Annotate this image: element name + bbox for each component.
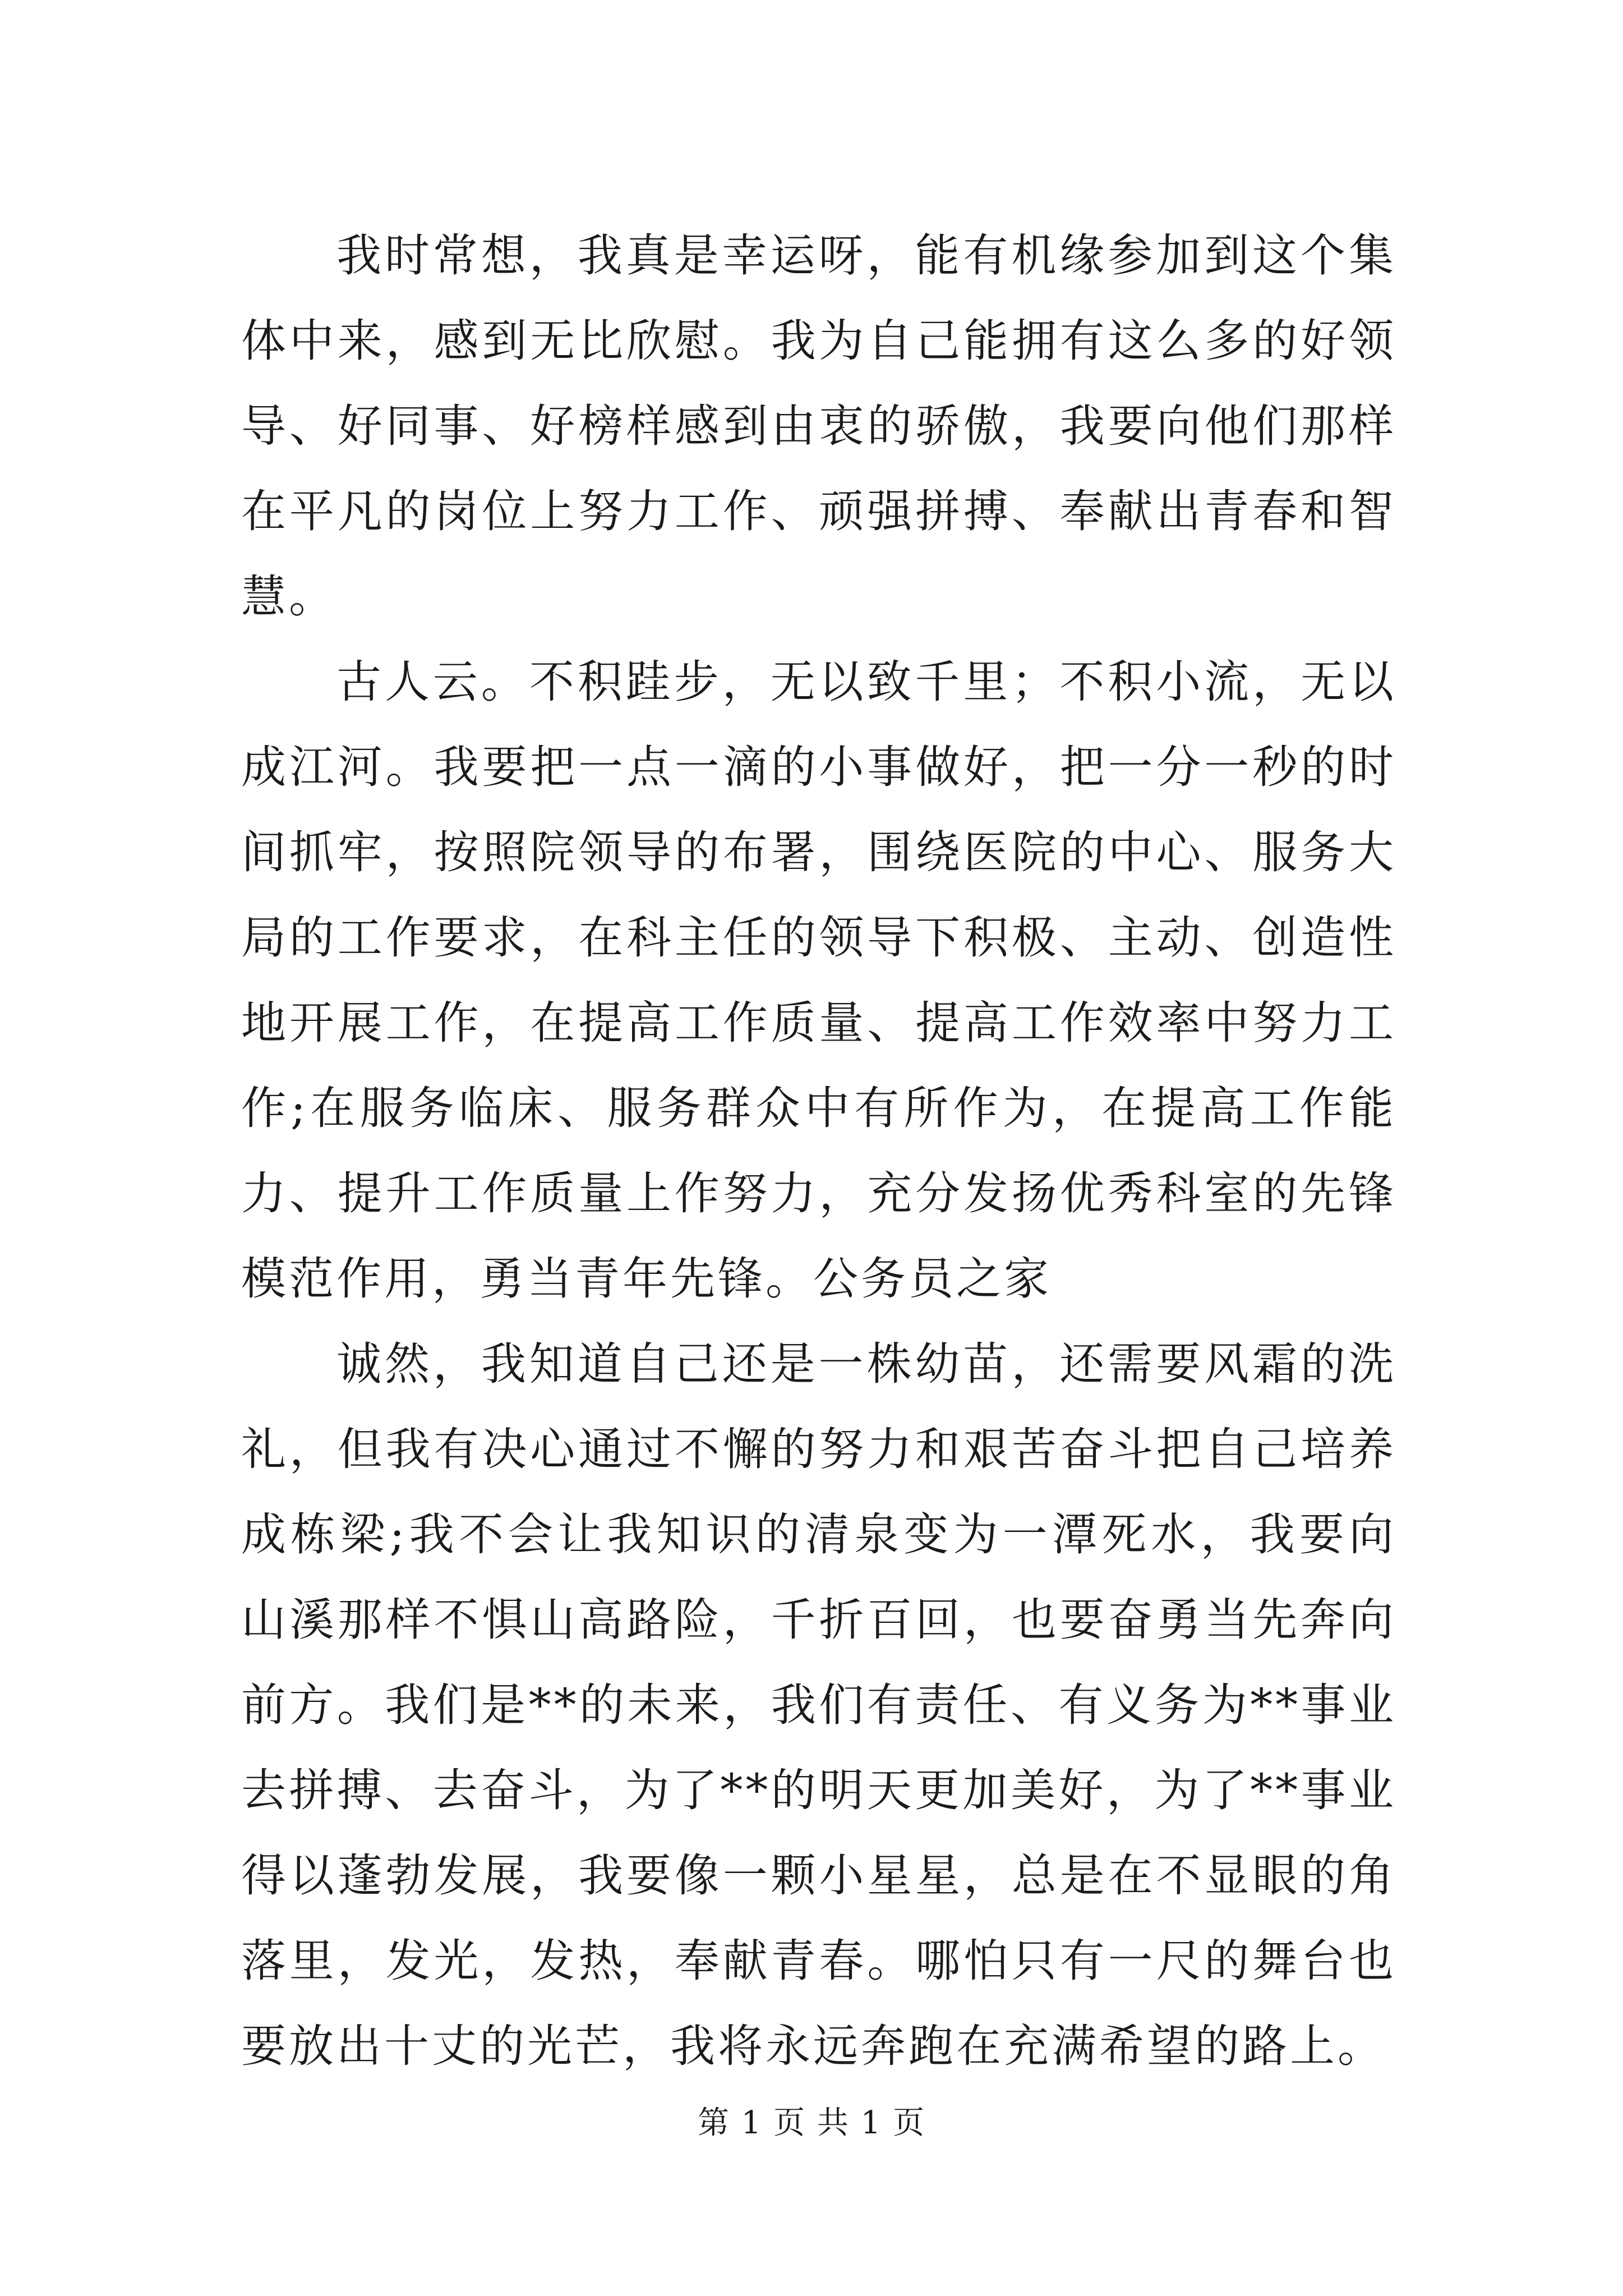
paragraph-1: 我时常想，我真是幸运呀，能有机缘参加到这个集体中来，感到无比欣慰。我为自己能拥有这么多的好领导、好同事、好榜样感到由衷的骄傲，我要向他们那样在平凡的岗位上努力工作、顽强拼搏、奉献出青春和智慧。 — [241, 229, 1396, 623]
paragraph-2: 古人云。不积跬步，无以致千里；不积小流，无以成江河。我要把一点一滴的小事做好，把一分一秒的时间抓牢，按照院领导的布署，围绕医院的中心、服务大局的工作要求，在科主任的领导下积极、主动、创造性地开展工作，在提高工作质量、提高工作效率中努力工作;在服务临床、服务群众中有所作为，在提高工作能力、提升工作质量上作努力，充分发扬优秀科室的先锋模范作用，勇当青年先锋。公务员之家 — [241, 656, 1396, 1305]
page-footer: 第 1 页 共 1 页 — [697, 2105, 926, 2141]
paragraph-3: 诚然，我知道自己还是一株幼苗，还需要风霜的洗礼，但我有决心通过不懈的努力和艰苦奋斗把自己培养成栋梁;我不会让我知识的清泉变为一潭死水，我要向山溪那样不惧山高路险，千折百回，也要奋勇当先奔向前方。我们是**的未来，我们有责任、有义务为**事业去拼搏、去奋斗，为了**的明天更加美好，为了**事业得以蓬勃发展，我要像一颗小星星，总是在不显眼的角落里，发光，发热，奉献青春。哪怕只有一尺的舞台也要放出十丈的光芒，我将永远奔跑在充满希望的路上。 — [241, 1338, 1396, 2072]
document-body — [241, 213, 1396, 2089]
